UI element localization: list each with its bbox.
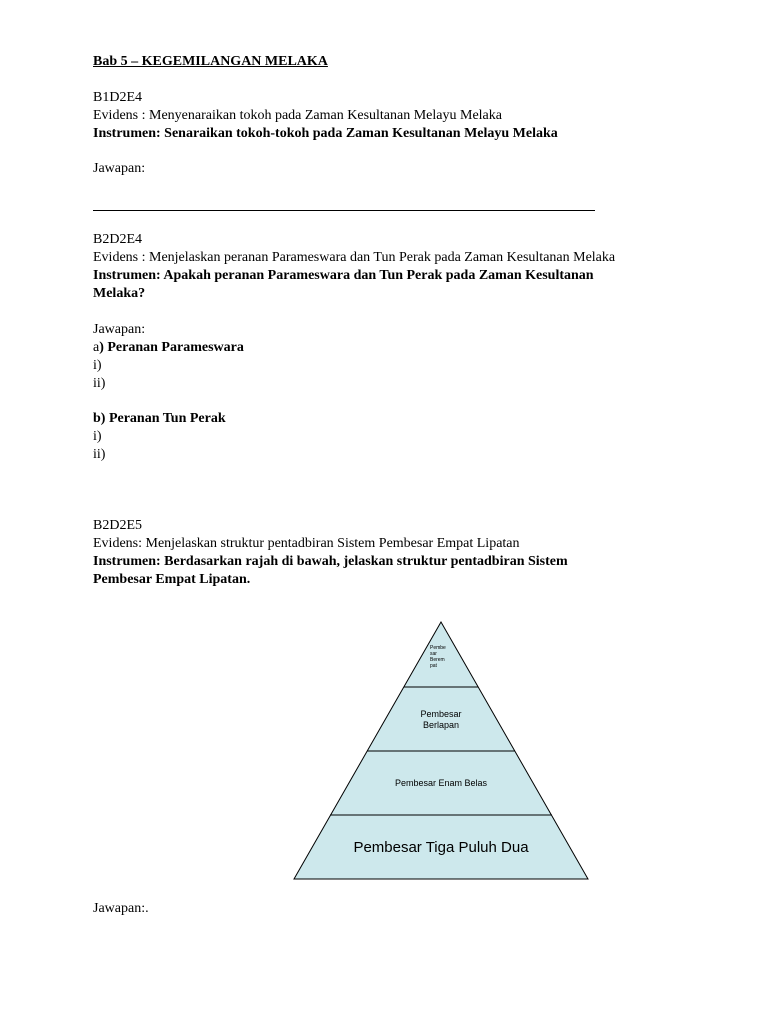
instrument-text: Instrumen: Berdasarkan rajah di bawah, jelaskan struktur pentadbiran Sistem [93,554,568,569]
instrument-text: Instrumen: Senaraikan tokoh-tokoh pada Zaman Kesultanan Melayu Melaka [93,126,558,141]
pyramid-level-2-label: Berlapan [422,720,460,730]
pyramid-level-1-label: Pembe [430,645,446,651]
part-a-prefix: a [93,340,100,355]
evidence-text: Evidens : Menyenaraikan tokoh pada Zaman Kesultanan Melayu Melaka [93,108,502,123]
section-code: B2D2E4 [93,232,142,247]
evidence-text: Evidens : Menjelaskan peranan Parameswara dan Tun Perak pada Zaman Kesultanan Melaka [93,250,616,265]
pyramid-level-1-label: pat [430,663,437,669]
list-item: ii) [93,376,106,391]
part-a-title: ) Peranan Parameswara [99,340,244,355]
answer-label: Jawapan:. [93,901,149,916]
part-b-heading: b) Peranan Tun Perak [93,411,226,426]
answer-label: Jawapan: [93,322,146,337]
document-title: Bab 5 – KEGEMILANGAN MELAKA [93,54,328,69]
pyramid-level-2-label: Pembesar [420,709,462,719]
section-code: B2D2E5 [93,518,142,533]
pyramid-level-3-label: Pembesar Enam Belas [394,778,488,788]
pyramid-level-1-label: Berem [430,657,445,663]
section-code: B1D2E4 [93,90,142,105]
list-item: i) [93,429,102,444]
instrument-text-continued: Pembesar Empat Lipatan. [93,572,251,587]
answer-label: Jawapan: [93,161,146,176]
pyramid-level-4-label: Pembesar Tiga Puluh Dua [353,839,529,856]
list-item: ii) [93,447,106,462]
pyramid-level-1-label: sar [430,651,437,657]
evidence-text: Evidens: Menjelaskan struktur pentadbiran Sistem Pembesar Empat Lipatan [93,536,520,551]
instrument-text: Instrumen: Apakah peranan Parameswara dan Tun Perak pada Zaman Kesultanan [93,268,594,283]
instrument-text-continued: Melaka? [93,286,146,301]
list-item: i) [93,358,102,373]
